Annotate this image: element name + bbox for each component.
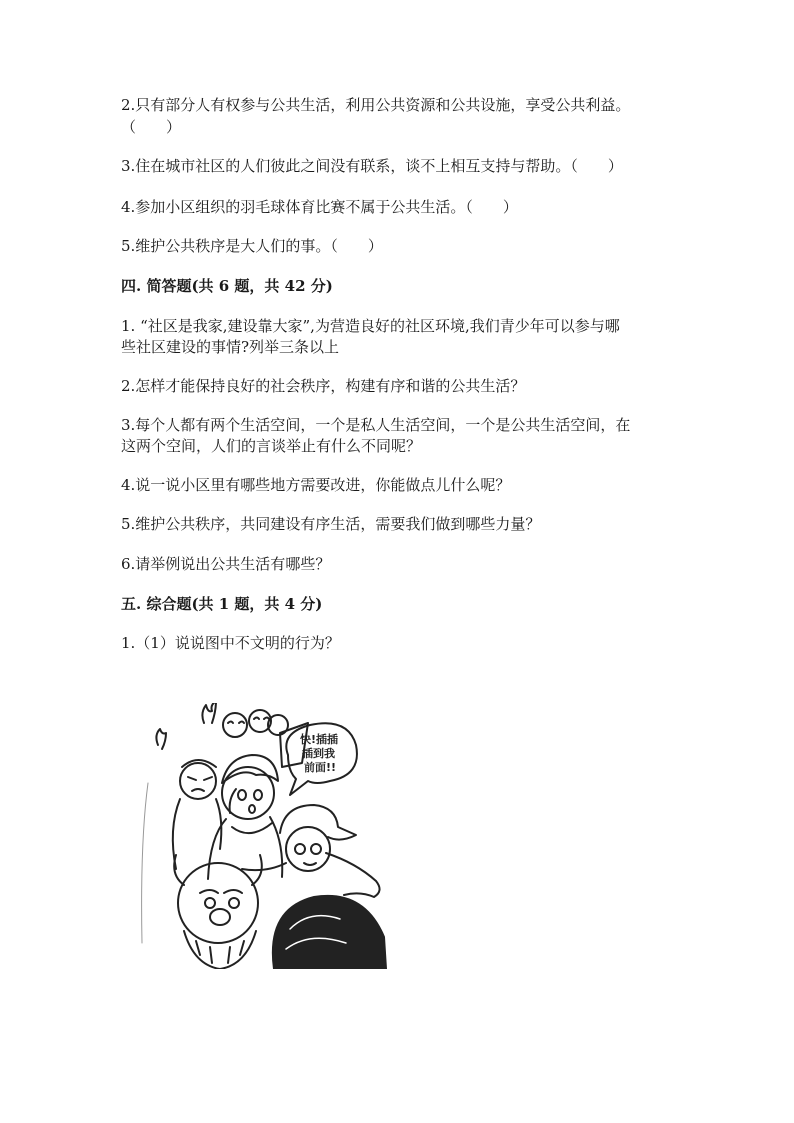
speech-bubble-line-2: 插到我: [302, 747, 335, 760]
short-answer-1-cont: 些社区建设的事情?列举三条以上: [121, 338, 340, 356]
judgement-item-2: 2.只有部分人有权参与公共生活，利用公共资源和公共设施，享受公共利益。: [121, 96, 631, 114]
short-answer-2: 2.怎样才能保持良好的社会秩序，构建有序和谐的公共生活？: [121, 377, 526, 395]
short-answer-1: 1. “社区是我家,建设靠大家”,为营造良好的社区环境,我们青少年可以参与哪: [121, 317, 620, 335]
speech-bubble-line-3: 前面!!: [304, 761, 337, 774]
cartoon-illustration: [140, 703, 392, 969]
judgement-item-5: 5.维护公共秩序是大人们的事。（ ）: [121, 237, 383, 255]
section-5-heading: 五. 综合题(共 1 题，共 4 分): [121, 595, 323, 613]
short-answer-6: 6.请举例说出公共生活有哪些？: [121, 555, 331, 573]
queue-jumping-cartoon: [140, 703, 392, 969]
short-answer-4: 4.说一说小区里有哪些地方需要改进，你能做点儿什么呢？: [121, 476, 511, 494]
short-answer-3-cont: 这两个空间，人们的言谈举止有什么不同呢？: [121, 437, 422, 455]
short-answer-5: 5.维护公共秩序，共同建设有序生活，需要我们做到哪些力量？: [121, 515, 541, 533]
short-answer-3: 3.每个人都有两个生活空间，一个是私人生活空间，一个是公共生活空间，在: [121, 416, 631, 434]
judgement-item-4: 4.参加小区组织的羽毛球体育比赛不属于公共生活。（ ）: [121, 198, 518, 216]
speech-bubble-line-1: 快!插插: [300, 733, 339, 746]
comprehensive-question-1: 1.（1）说说图中不文明的行为？: [121, 634, 340, 652]
judgement-item-2-answer-blank: （ ）: [121, 118, 182, 136]
judgement-item-3: 3.住在城市社区的人们彼此之间没有联系，谈不上相互支持与帮助。（ ）: [121, 157, 623, 175]
section-4-heading: 四. 简答题(共 6 题，共 42 分): [121, 277, 333, 295]
